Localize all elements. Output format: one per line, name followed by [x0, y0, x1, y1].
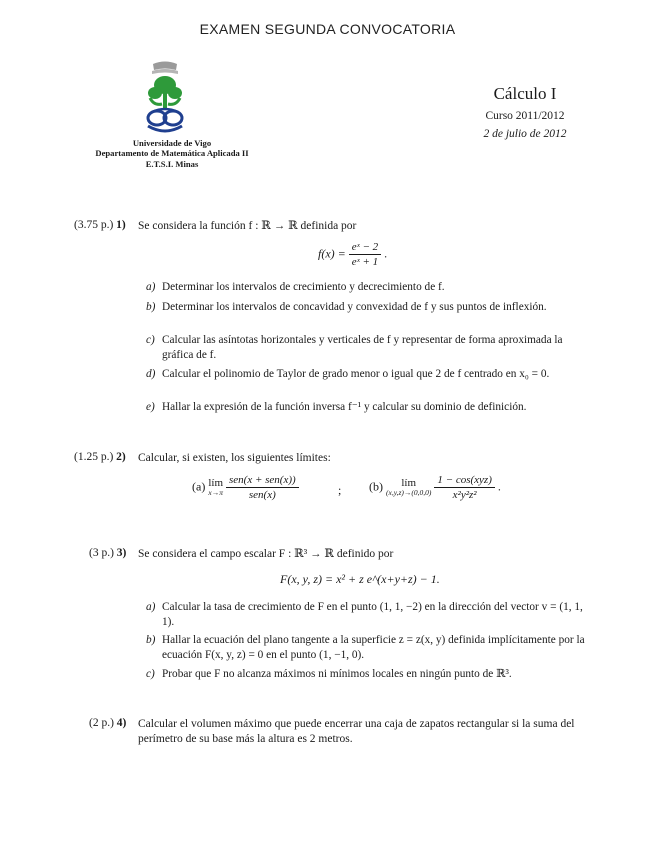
question-4-number: 4)	[116, 717, 127, 729]
institution-university: Universidade de Vigo	[132, 138, 212, 148]
item-text: Calcular la tasa de crecimiento de F en el punto (1, 1, −2) en la dirección del vector v = (1, 1, 1).	[162, 601, 583, 628]
university-logo	[140, 60, 190, 138]
limit-a-numerator: sen(x + sen(x))	[226, 474, 299, 488]
item-text: Hallar la expresión de la función inversa f⁻¹ y calcular su dominio de definición.	[162, 401, 527, 413]
limit-a-fraction	[226, 474, 299, 501]
item-label: a)	[146, 281, 156, 293]
item-label: e)	[146, 401, 155, 413]
item-text: Calcular el polinomio de Taylor de grado menor o igual que 2 de f centrado en x₀ = 0.	[162, 368, 550, 380]
question-3-item-a	[146, 600, 586, 629]
limit-b-operator	[386, 476, 432, 497]
limit-b	[369, 474, 501, 501]
question-1-points: (3.75 p.)	[74, 219, 114, 231]
limit-a	[192, 474, 299, 501]
limit-word: lím	[401, 476, 417, 489]
question-2-header	[74, 451, 126, 463]
question-1-item-a	[146, 280, 586, 295]
formula-end: .	[384, 246, 388, 261]
limit-a-label: (a)	[192, 479, 206, 494]
formula-numerator: eˣ − 2	[349, 241, 381, 255]
item-label: c)	[146, 668, 155, 680]
question-1-header	[74, 219, 126, 231]
item-text: Probar que F no alcanza máximos ni mínimos locales en ningún punto de ℝ³.	[162, 668, 512, 680]
question-3-formula: F(x, y, z) = x² + z e^(x+y+z) − 1.	[280, 572, 440, 586]
formula-denominator: eˣ + 1	[351, 256, 379, 268]
question-4-header	[89, 717, 126, 729]
formula-fraction	[349, 241, 381, 268]
item-text: Calcular las asíntotas horizontales y verticales de f y representar de forma aproximada la gráfica de f.	[162, 334, 563, 361]
item-label: b)	[146, 301, 156, 313]
limit-a-operator	[208, 476, 223, 497]
item-label: d)	[146, 368, 156, 380]
item-label: c)	[146, 334, 155, 346]
question-3-statement: Se considera el campo escalar F : ℝ³ → ℝ definido por	[138, 548, 394, 560]
course-year: Curso 2011/2012	[485, 110, 565, 122]
question-3-item-b	[146, 633, 586, 662]
question-3-number: 3)	[116, 547, 127, 559]
limit-b-fraction	[434, 474, 494, 501]
institution-department: Departamento de Matemática Aplicada II	[95, 148, 249, 159]
limit-subscript: (x,y,z)→(0,0,0)	[386, 487, 432, 497]
formula-lhs: f(x) =	[318, 246, 346, 261]
question-1-item-b	[146, 300, 586, 315]
question-1-statement: Se considera la función f : ℝ → ℝ definida por	[138, 220, 357, 232]
limit-separator: ;	[338, 483, 342, 497]
question-2-number: 2)	[116, 451, 126, 463]
item-text: Determinar los intervalos de crecimiento y decrecimiento de f.	[162, 281, 445, 293]
question-4-points: (2 p.)	[89, 717, 114, 729]
limit-b-end: .	[497, 479, 501, 494]
institution-block	[80, 138, 264, 169]
question-3-item-c	[146, 667, 586, 682]
question-2-statement: Calcular, si existen, los siguientes límites:	[138, 452, 331, 464]
question-3-header	[89, 547, 126, 559]
question-3-points: (3 p.)	[89, 547, 114, 559]
item-text: Determinar los intervalos de concavidad y convexidad de f y sus puntos de inflexión.	[162, 301, 547, 313]
limit-subscript: x→π	[208, 487, 223, 497]
exam-date: 2 de julio de 2012	[483, 128, 567, 140]
item-label: b)	[146, 634, 156, 646]
limit-b-label: (b)	[369, 479, 383, 494]
institution-school: E.T.S.I. Minas	[145, 158, 199, 169]
course-title: Cálculo I	[493, 84, 557, 103]
limit-b-denominator: x²y²z²	[452, 489, 477, 501]
question-1-item-c	[146, 333, 586, 362]
limit-b-numerator: 1 − cos(xyz)	[434, 474, 494, 488]
limit-word: lím	[208, 476, 223, 489]
course-block	[455, 84, 595, 140]
limit-a-denominator: sen(x)	[248, 489, 276, 501]
question-2-points: (1.25 p.)	[74, 451, 114, 463]
exam-title: EXAMEN SEGUNDA CONVOCATORIA	[199, 21, 456, 37]
question-1-number: 1)	[116, 219, 126, 231]
item-text: Hallar la ecuación del plano tangente a la superficie z = z(x, y) definida implícitamente por la ecuación F(x, y, z) = 0 en el punto (1, −1, 0).	[162, 634, 585, 661]
question-4-statement: Calcular el volumen máximo que puede encerrar una caja de zapatos rectangular si la suma del perímetro de su base más la altura es 2 metros.	[138, 718, 575, 745]
question-1-item-e	[146, 400, 586, 415]
item-label: a)	[146, 601, 156, 613]
question-1-item-d	[146, 367, 586, 382]
question-1-formula	[318, 241, 387, 268]
